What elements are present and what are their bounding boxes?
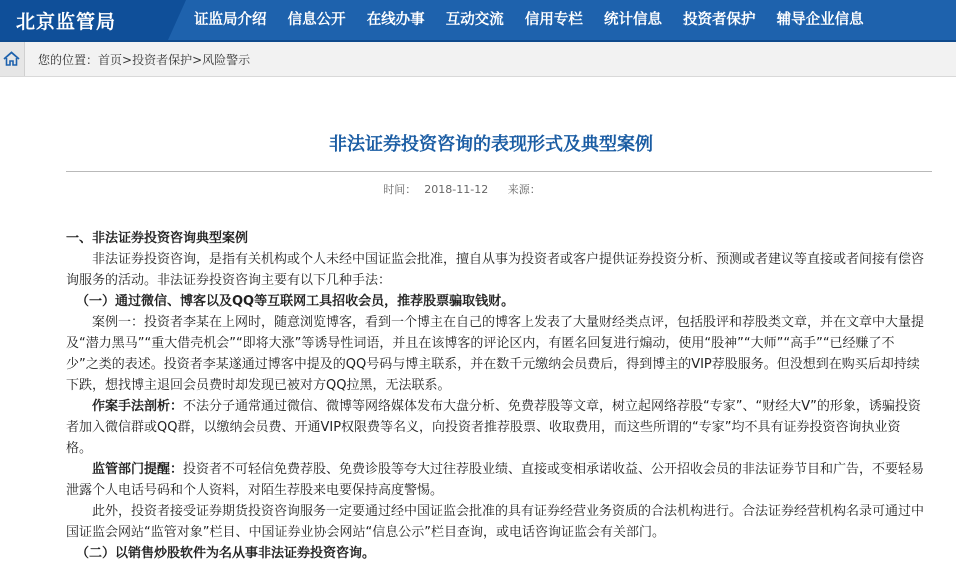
section-heading: 一、非法证券投资咨询典型案例: [66, 231, 249, 246]
nav-item-disclosure[interactable]: 信息公开: [287, 12, 346, 28]
breadcrumb-current-page[interactable]: 风险警示: [202, 53, 251, 67]
reminder-paragraph: [66, 459, 926, 501]
subsection-heading: （二）以销售炒股软件为名从事非法证券投资咨询。: [76, 546, 376, 561]
nav-item-credit[interactable]: 信用专栏: [524, 12, 583, 28]
paragraph: 此外，投资者接受证券期货投资咨询服务一定要通过经中国证监会批准的具有证券经营业务资质的合法机构进行。合法证券经营机构名录可通过中国证监会网站“监管对象”栏目、中国证券业协会网站“信息公示”栏目查询，或电话咨询证监会有关部门。: [66, 504, 925, 540]
reminder-label: 监管部门提醒：: [92, 462, 184, 477]
paragraph: 非法证券投资咨询，是指有关机构或个人未经中国证监会批准，擅自从事为投资者或客户提供证券投资分析、预测或者建议等直接或者间接有偿咨询服务的活动。非法证券投资咨询主要有以下几种手法：: [66, 252, 925, 288]
analysis-label: 作案手法剖析：: [92, 399, 184, 414]
article-title: 非法证券投资咨询的表现形式及典型案例: [329, 134, 653, 155]
breadcrumb-section-link[interactable]: 投资者保护: [132, 53, 193, 67]
breadcrumb-separator: >: [192, 53, 203, 67]
breadcrumb-prefix: 您的位置：: [38, 53, 99, 67]
subsection-heading: （一）通过微信、博客以及QQ等互联网工具招收会员，推荐股票骗取钱财。: [76, 294, 515, 309]
breadcrumb-separator: >: [122, 53, 133, 67]
title-divider: [66, 171, 932, 172]
article-meta: [33, 181, 899, 197]
nav-item-guidance[interactable]: 辅导企业信息: [776, 12, 864, 28]
publish-date: 2018-11-12: [424, 183, 489, 196]
site-logo[interactable]: [0, 0, 168, 40]
home-icon[interactable]: [0, 42, 25, 76]
nav-item-intro[interactable]: 证监局介绍: [194, 12, 267, 28]
article-body: [66, 228, 926, 564]
reminder-text: 投资者不可轻信免费荐股、免费诊股等夸大过往荐股业绩、直接或变相承诺收益、公开招收会员的非法证券节目和广告，不要轻易泄露个人电话号码和个人资料，对陌生荐股来电要保持高度警惕。: [66, 462, 925, 498]
article: [66, 130, 932, 564]
time-label: 时间：: [383, 183, 417, 196]
analysis-paragraph: [66, 396, 926, 459]
analysis-text: 不法分子通常通过微信、微博等网络媒体发布大盘分析、免费荐股等文章，树立起网络荐股“专家”、“财经大V”的形象，诱骗投资者加入微信群或QQ群，以缴纳会员费、开通VIP权限费等名义，向投资者推荐股票、收取费用，而这些所谓的“专家”均不具有证券投资咨询执业资格。: [66, 399, 921, 456]
source-label: 来源：: [507, 183, 541, 196]
case-paragraph: 案例一：投资者李某在上网时，随意浏览博客，看到一个博主在自己的博客上发表了大量财经类点评，包括股评和荐股类文章，并在文章中大量提及“潜力黑马”“重大借壳机会”“即将大涨”等诱导性词语，并且在该博客的评论区内，有匿名回复进行煽动，使用“股神”“大师”“高手”“已经赚了不少”之类的表述。投资者李某遂通过博客中提及的QQ号码与博主联系，并在数千元缴纳会员费后，得到博主的VIP荐股服务。但没想到在购买后却持续下跌，想找博主退回会员费时却发现已被对方QQ拉黑，无法联系。: [66, 315, 925, 393]
site-logo-text: 北京监管局: [16, 11, 117, 33]
breadcrumb-home-link[interactable]: 首页: [98, 53, 123, 67]
main-nav: [186, 0, 872, 40]
breadcrumb-bar: [0, 42, 956, 77]
nav-item-interaction[interactable]: 互动交流: [445, 12, 504, 28]
nav-item-online-services[interactable]: 在线办事: [366, 12, 425, 28]
breadcrumb: [38, 51, 250, 68]
nav-item-statistics[interactable]: 统计信息: [603, 12, 662, 28]
top-navigation-bar: [0, 0, 956, 42]
nav-item-investor-protection[interactable]: 投资者保护: [683, 12, 756, 28]
